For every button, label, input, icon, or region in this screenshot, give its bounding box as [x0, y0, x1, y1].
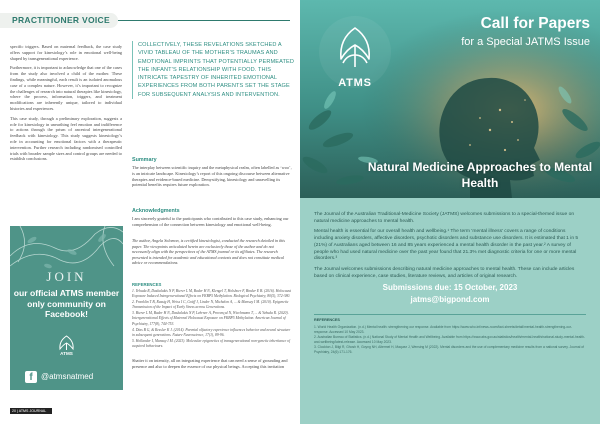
call-for-papers-subtitle: for a Special JATMS Issue — [461, 36, 590, 48]
feature-title: Natural Medicine Approaches to Mental Health — [367, 160, 593, 190]
references-list — [132, 289, 292, 350]
references-divider — [314, 314, 586, 315]
facebook-handle[interactable]: @atmsnatmed — [41, 372, 94, 381]
call-body — [314, 212, 586, 284]
section-rule — [118, 20, 290, 21]
facebook-ad[interactable] — [10, 226, 123, 390]
call-for-papers-title: Call for Papers — [480, 15, 590, 32]
reference-item: 2. Franklin T B, Russig H, Weiss I C, Gräff J, Linder N, Michalon A, ... & Mansuy I M. (2010). Epigenetic Transmission of the Impact of Early Stress across Generations. — [132, 300, 289, 310]
atms-logo-text: ATMS — [338, 77, 372, 89]
atms-logo-icon — [53, 334, 80, 356]
call-paragraph: The Journal of the Australian Traditional-Medicine Society (JATMS) welcomes submissions to a special-themed issue on natural medicine approaches to mental health. — [314, 212, 575, 224]
ad-join-text: JOIN — [46, 269, 87, 284]
references-heading: REFERENCES — [314, 318, 340, 322]
reference-item: 4. Dias B G, & Ressler K J. (2014). Parental olfactory experience influences behavior and neural structure in subsequent generations. Nature Neuroscience, 17(1), 89-96. — [132, 327, 291, 337]
submission-email[interactable]: jatms@bigpond.com — [410, 295, 490, 304]
acknowledgments-heading: Acknowledgments — [132, 208, 180, 214]
right-page — [300, 0, 600, 424]
summary-heading: Summary — [132, 157, 157, 163]
reference-item: 1. World Health Organization. (n.d.) Mental health: strengthening our response. Available from https://www.who.int/news-room/fact-sheets/detail/mental-health-strengthening-our-response. Accessed 10 May 2023. — [314, 325, 573, 334]
ad-body-text: our official ATMS member only community on Facebook! — [13, 288, 120, 320]
call-paragraph: The Journal welcomes submissions describing natural medicine approaches to mental health. These can include articles based on clinical experience, case studies, literature reviews, and articles of original research. — [314, 266, 575, 279]
body-paragraph: Furthermore, it is important to acknowledge that one of the cases from the study also involved a child of the mother. These findings, while meaningful, each result is an isolated anomalous case of a complex nature. However, it’s important to recognize the challenges of research into natural therapies like kinesiology, where the process, information, triggers, and treatment modifications are inherently unique, tailored to individual histories and experiences. — [10, 65, 122, 111]
submission-deadline: Submissions due: 15 October, 2023 — [382, 283, 518, 292]
reference-item: 5. Hollander I, Mansuy I M. (2023). Molecular epigenetics of transgenerational non-genetic inheritance of acquired behaviours. — [132, 338, 291, 348]
acknowledgments-text: I am sincerely grateful to the participants who contributed to this case study, enhancing our comprehension of the connection between kinesiology and emotional well-being. — [132, 216, 289, 227]
section-label: PRACTITIONER VOICE — [12, 15, 110, 25]
author-note: The author, Angela Solomon, is certified kinesiologist, conducted the research detailed in this paper. The viewpoints articulated herein are exclusively those of the author and do not necessarily align with the perspectives of the ATMS journal or its affiliates. The research presented is intended for academic and educational contexts and does not constitute medical advice or recommendations. — [132, 238, 286, 266]
closing-text: Shatter it on intensity, all on integrating experience that can need a sense of grounding and presence and also to deepen the essence of our physical beings. Accepting this invitation — [132, 358, 288, 369]
reference-item: 2. Australian Bureau of Statistics. (n.d.) National Study of Mental Health and Wellbeing. Available from https://www.abs.gov.au/statistics/health/mental-health/national-study-mental-health-and-wellbeing/latest-release. Accessed 10 May 2023. — [314, 334, 586, 344]
summary-text: The interplay between scientific inquiry and the metaphysical realm, often labelled as ‘woo’, is an intricate landscape. Kinesiology’s report of this ongoing discourse between alternative therapies and evidence-based medicine. Demystifying, kinesiology and unravelling its potential benefits requires future exploration. — [132, 165, 292, 188]
reference-item: 3. Clockton J, Bilgi R, Ghosh H, Goyng NH, Altermel H, Maquez J, Wensing M (2022). Mental disorders and the use of complementary medicine results from a national survey. Journal of Psychiatry, 24(6):171-176. — [314, 344, 584, 354]
references-heading: REFERENCES — [132, 282, 162, 287]
references-list — [314, 325, 586, 355]
atms-logo-icon — [325, 25, 385, 71]
page-number: 20 | ATMS JOURNAL — [10, 408, 52, 414]
reference-item: 1. Yehuda R, Daskalakis N P, Bierer L M, Bader H N, Klengel T, Holsboer F, Binder E B. (2016). Holocaust Exposure Induced Intergenerational Effects on FKBP5 Methylation. Biological Psychiatry, 80(5), 372-380. — [132, 289, 291, 299]
call-paragraph: Mental health is essential for our overall health and wellbeing.¹ The term ‘mental illness’ covers a range of conditions including anxiety disorders, affective disorders, psychotic disorders and substance use disorders. It is estimated that 1 in 5 (21%) of Australians aged between 16 and 85 years experienced a mental health disorder in the past year.² A survey of people who had used natural medicine over the past year found that 21.3% met diagnostic criteria for one or more mental disorders.³ — [314, 229, 579, 262]
ad-logo-text: ATMS — [60, 351, 73, 356]
body-column — [10, 44, 122, 166]
body-paragraph: This case study, through a preliminary exploration, suggests a role for kinesiology in unearthing feel emotion and indifference to actions through the prism of ancestral intergenerational feedback with kinesiology. This study suggests kinesiology’s role in accounting for emotional factors with a therapeutic intervention. Further research including randomised controlled trials with broader sample sizes and control groups are needed to establish conclusions. — [10, 115, 122, 162]
body-paragraph: specific triggers. Based on maternal feedback, the case study offers support for kinesiology’s role in emotional well-being shaped by transgenerational experience. — [10, 44, 122, 61]
pull-quote: COLLECTIVELY, THESE REVELATIONS SKETCHED A VIVID TABLEAU OF THE MOTHER’S TRAUMAS AND EMOTIONAL IMPRINTS THAT POTENTIALLY PERMEATED THE INFANT’S RELATIONSHIP WITH FOOD. THIS INTRICATE TAPESTRY OF INHERITED EMOTIONAL EXPERIENCES FROM BOTH PARENTS SET THE STAGE FOR SUBSEQUENT ANALYSIS AND INTERVENTION. — [132, 41, 294, 99]
facebook-icon: f — [25, 371, 37, 383]
reference-item: 3. Bierer L M, Bader H N, Daskalakis N P, Lehrner A, Provençal N, Wiechmann T, ... & Yehuda R. (2020). Intergenerational Effects of Maternal Holocaust Exposure on FKBP5 Methylation. American Journal of Psychiatry, 177(8), 744-753. — [132, 311, 289, 326]
